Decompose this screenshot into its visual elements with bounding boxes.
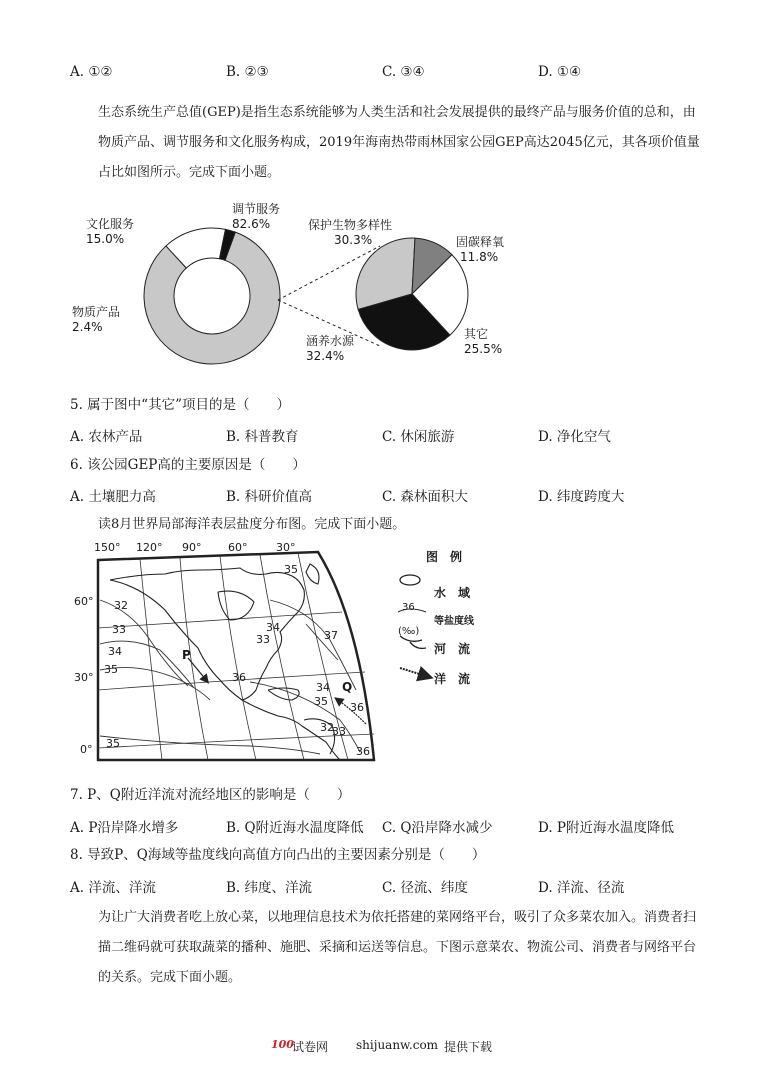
legend-isohaline-value: 36 <box>402 602 415 613</box>
q6-stem: 6. 该公园GEP高的主要原因是（ ） <box>70 457 306 473</box>
pie-label-carbon-name: 固碳释氧 <box>456 235 505 249</box>
donut-label-material-name: 物质产品 <box>72 305 121 319</box>
q8-option-c: C. 径流、纬度 <box>382 880 468 896</box>
intro-map: 读8月世界局部海洋表层盐度分布图。完成下面小题。 <box>98 517 406 532</box>
q7-option-d: D. P附近海水温度降低 <box>538 820 675 836</box>
pie-label-water <box>306 334 354 364</box>
lon-label-120: 120° <box>136 541 163 554</box>
q6-option-d: D. 纬度跨度大 <box>538 489 625 505</box>
isohaline-label: 32 <box>114 599 128 612</box>
pie-label-other-value: 25.5% <box>464 342 503 356</box>
donut-label-regulating-name: 调节服务 <box>232 202 281 216</box>
isohaline-label: 34 <box>266 621 280 634</box>
q4-option-c: C. ③④ <box>382 64 425 80</box>
isohaline-label: 34 <box>108 645 122 658</box>
point-p-label: P <box>182 648 191 662</box>
isohaline-label: 35 <box>106 737 120 750</box>
q5-option-c: C. 休闲旅游 <box>382 429 455 445</box>
q5-option-a: A. 农林产品 <box>70 429 143 445</box>
q6-option-c: C. 森林面积大 <box>382 489 468 505</box>
isohaline-label: 33 <box>256 633 270 646</box>
isohaline-label: 34 <box>316 681 330 694</box>
legend-isohaline-sample <box>402 600 415 615</box>
footer-note: 提供下载 <box>444 1040 493 1054</box>
lon-label-90: 90° <box>182 541 202 554</box>
pie-label-biodiversity <box>308 218 392 248</box>
isohaline-label: 36 <box>350 701 364 714</box>
legend-title: 图 例 <box>426 550 463 564</box>
lat-label-0: 0° <box>80 743 93 756</box>
lat-label-60: 60° <box>74 595 94 608</box>
legend-isohaline-unit: (‰) <box>398 626 420 637</box>
pie-label-carbon <box>456 235 504 265</box>
pie-label-other <box>464 327 502 357</box>
water-symbol <box>400 575 420 585</box>
pie-label-biodiversity-name: 保护生物多样性 <box>308 218 393 232</box>
donut-label-cultural-value: 15.0% <box>86 232 125 246</box>
q5-option-b: B. 科普教育 <box>226 429 299 445</box>
isohaline-label: 36 <box>232 671 246 684</box>
q4-option-a: A. ①② <box>70 64 113 80</box>
q8-option-d: D. 洋流、径流 <box>538 880 625 896</box>
donut-label-regulating <box>232 202 280 232</box>
lat-label-30: 30° <box>74 671 94 684</box>
pie-chart <box>356 238 468 350</box>
donut-label-cultural <box>86 217 134 247</box>
point-q-label: Q <box>342 680 353 694</box>
isohaline-label: 33 <box>332 725 346 738</box>
lon-label-30: 30° <box>276 541 296 554</box>
q8-stem: 8. 导致P、Q海域等盐度线向高值方向凸出的主要因素分别是（ ） <box>70 847 486 863</box>
donut-label-cultural-name: 文化服务 <box>86 217 135 231</box>
legend-water: 水 域 <box>434 586 471 600</box>
intro-gep-text: 生态系统生产总值(GEP)是指生态系统能够为人类生活和社会发展提供的最终产品与服务价值的总和，由物质产品、调节服务和文化服务构成，2019年海南热带雨林国家公园GEP高达2045亿元，其各项价值量占比如图所示。完成下面小题。 <box>98 105 700 180</box>
lon-label-60: 60° <box>228 541 248 554</box>
q7-option-a: A. P沿岸降水增多 <box>70 820 179 836</box>
donut-label-material-value: 2.4% <box>72 320 103 334</box>
q6-option-b: B. 科研价值高 <box>226 489 313 505</box>
pie-label-water-name: 涵养水源 <box>306 334 355 348</box>
legend-isohaline: 等盐度线 <box>434 616 474 627</box>
footer-url[interactable]: shijuanw.com <box>356 1038 439 1052</box>
current-symbol <box>400 668 426 676</box>
pie-label-other-name: 其它 <box>464 327 489 341</box>
donut-label-regulating-value: 82.6% <box>232 217 271 231</box>
isohaline-label: 35 <box>314 695 328 708</box>
q7-stem: 7. P、Q附近洋流对流经地区的影响是（ ） <box>70 787 351 803</box>
intro-veg <box>70 903 700 993</box>
pie-label-carbon-value: 11.8% <box>460 250 499 264</box>
donut-chart <box>144 228 280 364</box>
q5-option-d: D. 净化空气 <box>538 429 611 445</box>
pie-label-biodiversity-value: 30.3% <box>334 233 373 247</box>
legend-river: 河 流 <box>434 642 471 656</box>
q7-option-c: C. Q沿岸降水减少 <box>382 820 493 836</box>
q5-stem: 5. 属于图中“其它”项目的是（ ） <box>70 397 290 413</box>
q4-option-b: B. ②③ <box>226 64 269 80</box>
intro-gep <box>70 98 700 188</box>
footer-logo: 100 <box>271 1038 294 1051</box>
q8-option-b: B. 纬度、洋流 <box>226 880 313 896</box>
legend-current: 洋 流 <box>434 672 471 686</box>
q4-option-d: D. ①④ <box>538 64 582 80</box>
isohaline-label: 37 <box>324 629 338 642</box>
gep-chart <box>60 196 620 382</box>
isohaline-label: 32 <box>320 721 334 734</box>
q6-option-a: A. 土壤肥力高 <box>70 489 156 505</box>
donut-label-material <box>72 305 120 335</box>
lon-label-150: 150° <box>94 541 121 554</box>
isohaline-label: 35 <box>284 563 298 576</box>
map-legend <box>396 548 516 698</box>
pie-label-water-value: 32.4% <box>306 349 345 363</box>
isohaline-label: 35 <box>104 663 118 676</box>
q8-option-a: A. 洋流、洋流 <box>70 880 156 896</box>
isohaline-label: 33 <box>112 623 126 636</box>
footer-site-name: 试卷网 <box>292 1040 329 1054</box>
q7-option-b: B. Q附近海水温度降低 <box>226 820 364 836</box>
intro-veg-text: 为让广大消费者吃上放心菜，以地理信息技术为依托搭建的菜网络平台，吸引了众多菜农加入。消费者扫描二维码就可获取蔬菜的播种、施肥、采摘和运送等信息。下图示意菜农、物流公司、消费者与网络平台的关系。完成下面小题。 <box>98 910 697 985</box>
isohaline-label: 36 <box>356 745 370 758</box>
